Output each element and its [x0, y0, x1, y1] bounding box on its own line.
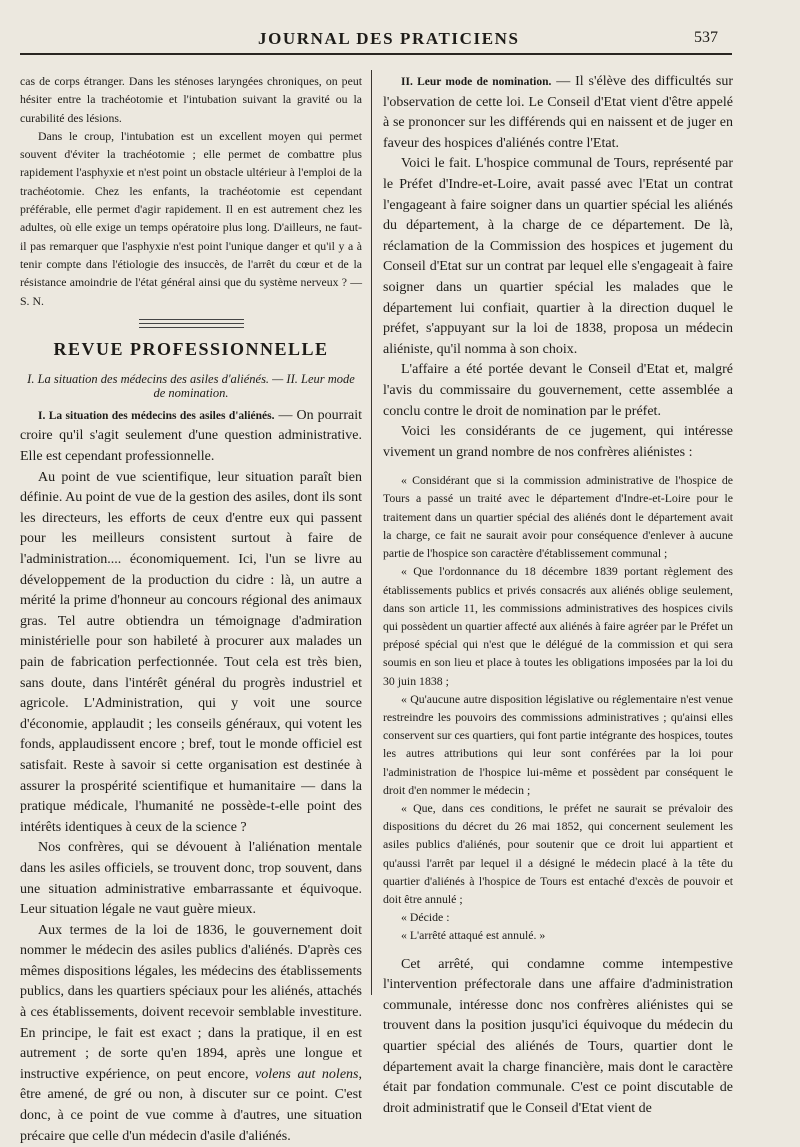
quoted-paragraph: « Que l'ordonnance du 18 décembre 1839 portant règlement des établissements publics et privés consacrés aux aliénés oblige seulement, dans son article 11, les commissions administratives des hospices civils qui possèdent un quartier affecté aux aliénés à faire agréer par le Préfet un préposé spécial qui n'est que le délégué de la commission et qui sera soumis en son lieu et place à toutes les obligations imposées par la loi du 30 juin 1838 ;: [383, 564, 733, 688]
paragraph-text: — On pourrait croire qu'il s'agit seulement d'une question administrative. Elle est cependant professionnelle.: [20, 407, 362, 465]
run-in-heading: I. La situation des médecins des asiles d'aliénés.: [38, 409, 275, 422]
paragraph-text: Aux termes de la loi de 1836, le gouvernement doit nommer le médecin des asiles publics d'aliénés. D'après ces mêmes dispositions légales, les médecins des établissements publics, dans les quartiers spéciaux pour les aliénés, attachés à ces établissements, doivent recevoir semblable investiture. En principe, le fait est exact ; dans la pratique, il en est autrement ; de sorte qu'en 1894, après une longue et instructive expérience, on peut encore,: [20, 922, 362, 1082]
separator-rule: [139, 319, 244, 328]
quoted-paragraph: « Décide :: [401, 910, 450, 925]
section-subtitle: I. La situation des médecins des asiles d'aliénés. — II. Leur mode de nomination.: [27, 371, 355, 400]
paragraph-text: , être amené, de gré ou non, à discuter sur ce point. C'est donc, à ce point de vue comme à d'autres, une situation précaire que celle d'un médecin d'asile d'aliénés.: [20, 1066, 362, 1144]
quoted-paragraph: « L'arrêté attaqué est annulé. »: [401, 928, 546, 943]
quoted-paragraph: « Qu'aucune autre disposition législative ou réglementaire n'est venue restreindre les pouvoirs des commissions administratives ; qu'ainsi elles conservent sur ces quartiers, qui font partie intégrante des hospices, toutes les autres attributions qui leur sont conférées par la loi pour l'administration de l'hospice lui-même et possèdent par conséquent le droit d'en nommer le médecin ;: [383, 691, 733, 797]
paragraph: Dans le croup, l'intubation est un excellent moyen qui permet souvent d'éviter la trachéotomie ; elle permet de combattre plus rapidement l'asphyxie et n'est point un obstacle ultérieur à l'emploi de la trachéotomie. Chez les enfants, la trachéotomie est cependant préférable, elle permet d'agir rapidement. Il en est autrement chez les adultes, où elle exige un temps opératoire plus long. D'ailleurs, ne faut-il pas remarquer que l'asphyxie n'est point l'unique danger et qu'il y a à tenir compte dans l'étiologie des insuccès, de l'arrêt du cœur et de la résistance amoindrie de l'état général ainsi que du système nerveux ? — S. N.: [20, 128, 362, 308]
header-rule: [20, 53, 732, 55]
latin-phrase: volens aut nolens: [255, 1066, 359, 1082]
paragraph: [20, 406, 362, 468]
running-head: [0, 29, 800, 51]
paragraph: Voici le fait. L'hospice communal de Tours, représenté par le Préfet d'Indre-et-Loire, avait passé avec l'Etat un contrat l'engageant à faire soigner dans un quartier spécial les aliénés du département, à la charge de ce département. De là, réclamation de la Commission des hospices et jugement du Conseil d'Etat sur un contrat par lequel elle s'engageait à faire soigner dans un quartier spécial les malades que le département lui confiait, quartier à la direction duquel le préfet, s'appuyant sur la loi de 1838, proposa un médecin aliéniste, qu'il nomma à son choix.: [383, 156, 733, 357]
column-divider: [371, 70, 372, 995]
paragraph: [383, 72, 733, 154]
quoted-paragraph: « Que, dans ces conditions, le préfet ne saurait se prévaloir des dispositions du décret du 26 mai 1852, qui concernent seulement les asiles publics d'aliénés, pour soutenir que ce droit lui appartient et qu'aussi l'arrêt par lequel il a désigné le médecin placé à la tête du quartier d'aliénés à l'hospice de Tours est entaché d'excès de pouvoir et doit être annulé ;: [383, 800, 733, 906]
page-number: 537: [694, 29, 718, 46]
paragraph: Nos confrères, qui se dévouent à l'aliénation mentale dans les asiles officiels, se trouvent donc, trop souvent, dans une situation administrative embarrassante et équivoque. Leur situation légale ne vaut guère mieux.: [20, 840, 362, 918]
paragraph: Voici les considérants de ce jugement, qui intéresse vivement un grand nombre de nos confrères aliénistes :: [383, 424, 733, 460]
paragraph: [20, 921, 362, 1147]
run-in-heading: II. Leur mode de nomination.: [401, 76, 552, 88]
paragraph: Cet arrêté, qui condamne comme intempestive l'intervention préfectorale dans une affaire d'administration communale, intéresse donc nos confrères aliénistes qui se trouvent dans la position jusqu'ici équivoque du médecin du quartier spécial des aliénés de Tours, quartier dont le département avait la charge financière, mais dont le caractère était par fondation communale. C'est ce point discutable de droit administratif que le Conseil d'Etat vient de: [383, 956, 733, 1116]
paragraph-text: — Il s'élève des difficultés sur l'observation de cette loi. Le Conseil d'Etat vient d'être appelé à se prononcer sur les différends qui en naissent et de juger en faveur des hospices d'aliénés contre l'Etat.: [383, 74, 733, 151]
paragraph: L'affaire a été portée devant le Conseil d'Etat et, malgré l'avis du commissaire du gouvernement, cette assemblée a conclu contre le droit de nomination par le préfet.: [383, 362, 733, 419]
right-column: [383, 72, 733, 1119]
paragraph: Au point de vue scientifique, leur situation paraît bien définie. Au point de vue de la gestion des asiles, dont ils sont les directeurs, les efforts de ceux d'entre eux qui passent pour les meilleurs consistent surtout à faire de l'administration.... économiquement. Ici, l'un se livre au développement de la production du cidre : là, un autre a mérité la prime d'honneur au concours régional des animaux gras. Tel autre obtiendra un témoignage d'admiration ministérielle pour son habileté à procurer aux malades un pain de fabrication perfectionnée. Tout cela est très bien, sans doute, dans l'intérêt général du progrès industriel et agricole. L'Administration, qui y voit une source d'économie, applaudit ; les conseils généraux, qui votent les fonds, applaudissent encore ; bref, tout le monde officiel est satisfait. Reste à savoir si cette organisation est destinée à assurer la prospérité scientifique et humanitaire — dans la pratique médicale, l'humanité ne possède-t-elle point des intérêts identiques à ceux de la science ?: [20, 469, 362, 835]
section-title: REVUE PROFESSIONNELLE: [53, 338, 329, 359]
quoted-paragraph: « Considérant que si la commission administrative de l'hospice de Tours a passé un traité avec le département d'Indre-et-Loire pour le traitement dans un quartier spécial des aliénés dont le département avait la charge, ce fait ne saurait avoir pour conséquence d'enlever à aucune partie de l'hospice son caractère d'établissement communal ;: [383, 473, 733, 561]
paragraph: cas de corps étranger. Dans les sténoses laryngées chroniques, on peut hésiter entre la trachéotomie et l'intubation suivant la gravité ou la curabilité des lésions.: [20, 74, 362, 125]
left-column: [20, 72, 362, 1147]
journal-title: JOURNAL DES PRATICIENS: [258, 29, 520, 48]
